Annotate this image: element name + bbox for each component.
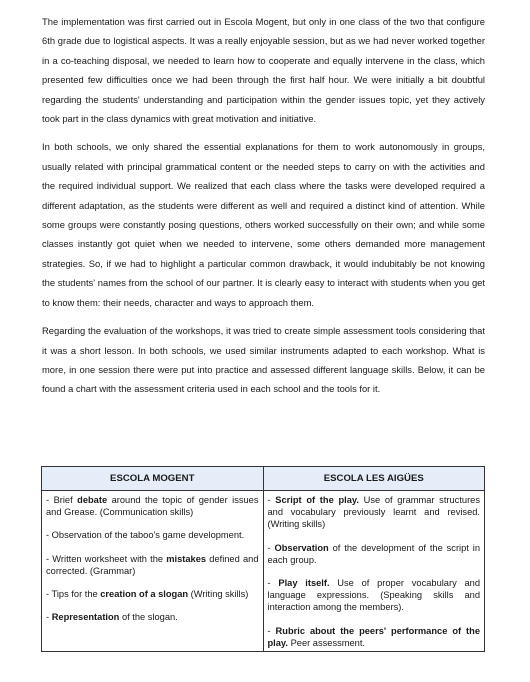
paragraph-implementation: The implementation was first carried out in Escola Mogent, but only in one class of the two that configure 6th grade due to logistical aspects. It was a really enjoyable session, but as we had never worked together in a co-teaching disposal, we needed to learn how to cooperate and equally intervene in the class, which presented few difficulties once we had been through the first half hour. We were initially a bit doubtful regarding the students' understanding and participation within the gender issues topic, yet they actively took part in the class dynamics with great motivation and initiative. [42,16,485,125]
mogent-criteria-cell [42,491,264,652]
table-header-row [42,467,485,491]
table-row [42,491,485,652]
paragraph-both-schools: In both schools, we only shared the essential explanations for them to work autonomously in groups, usually related with principal grammatical content or the needed steps to carry on with the activities and the required individual support. We realized that each class where the tasks were developed required a different adaptation, as the students were different as well and required a distinct kind of attention. While some groups were constantly posing questions, others worked successfully on their own; and while some classes instantly got quiet when we needed to intervene, some others demanded more management strategies. So, if we had to highlight a particular common drawback, it would indubitably be not knowing the students' names from the school of our partner. It is clearly easy to interact with students when you get to know them: their needs, character and ways to approach them. [42,141,485,308]
mogent-item: - Observation of the taboo's game development. [46,530,245,541]
aigues-criteria-cell [263,491,485,652]
mogent-item: - Brief debate around the topic of gender issues and Grease. (Communication skills) [46,495,259,518]
aigues-item: - Play itself. Use of proper vocabulary and language expressions. (Speaking skills and interaction among the members). [267,578,480,613]
aigues-item: - Script of the play. Use of grammar structures and vocabulary previously learnt and revised. (Writing skills) [267,495,480,530]
mogent-item: - Tips for the creation of a slogan (Writing skills) [46,589,249,600]
mogent-item: - Written worksheet with the mistakes defined and corrected. (Grammar) [46,553,259,576]
mogent-item: - Representation of the slogan. [46,612,178,623]
header-escola-les-aigues: ESCOLA LES AIGÜES [263,467,485,491]
assessment-table [41,466,485,652]
document-body [42,12,485,408]
paragraph-evaluation: Regarding the evaluation of the workshops, it was tried to create simple assessment tools considering that it was a short lesson. In both schools, we used similar instruments adapted to each workshop. What is more, in one session there were put into practice and assessed different language skills. Below, it can be found a chart with the assessment criteria used in each school and the tools for it. [42,325,485,395]
aigues-item: - Observation of the development of the script in each group. [267,542,480,565]
header-escola-mogent: ESCOLA MOGENT [42,467,264,491]
aigues-item: - Rubric about the peers' performance of the play. Peer assessment. [267,625,480,648]
